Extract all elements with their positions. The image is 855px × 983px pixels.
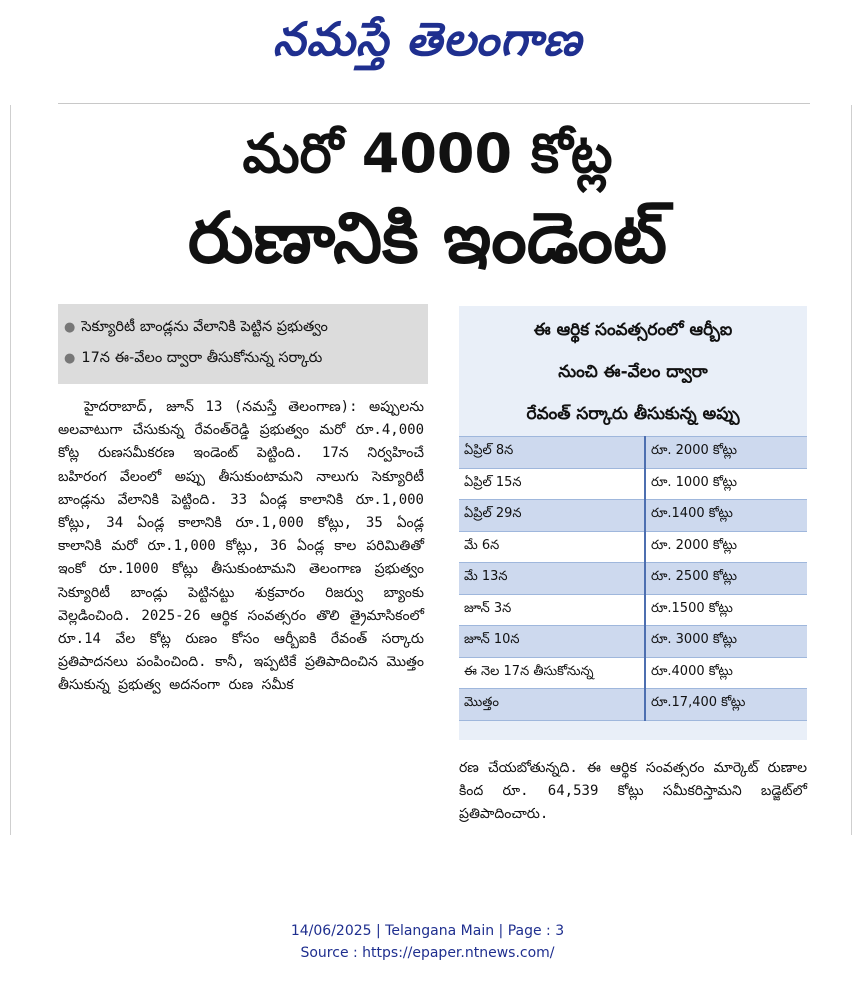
- loan-table-box: [459, 306, 807, 740]
- page-footer: [0, 920, 855, 964]
- table-row: [459, 468, 807, 500]
- loan-table-title: [459, 306, 807, 436]
- loan-amount: రూ. 2500 కోట్లు: [645, 563, 807, 595]
- loan-table-title-line: నుంచి ఈ-వేలం ద్వారా: [558, 362, 708, 382]
- table-row: [459, 437, 807, 469]
- loan-date: మొత్తం: [459, 689, 645, 721]
- footer-source-line[interactable]: Source : https://epaper.ntnews.com/: [300, 945, 555, 961]
- loan-date: మే 6న: [459, 531, 645, 563]
- masthead-logo: నమస్తే తెలంగాణ: [272, 12, 583, 66]
- table-row: [459, 657, 807, 689]
- loan-date: జూన్ 3న: [459, 594, 645, 626]
- table-row: [459, 531, 807, 563]
- table-row: [459, 563, 807, 595]
- loan-amount: రూ.1400 కోట్లు: [645, 500, 807, 532]
- bullet-text: సెక్యూరిటీ బాండ్లను వేలానికి పెట్టిన ప్రభుత్వం: [81, 319, 328, 335]
- loan-date: ఏప్రిల్ 8న: [459, 437, 645, 469]
- loan-table: [459, 436, 807, 721]
- loan-date: జూన్ 10న: [459, 626, 645, 658]
- bullet-dot-icon: ●: [64, 351, 76, 366]
- loan-amount: రూ.17,400 కోట్లు: [645, 689, 807, 721]
- table-row: [459, 594, 807, 626]
- loan-date: మే 13న: [459, 563, 645, 595]
- loan-date: ఈ నెల 17న తీసుకోనున్న: [459, 657, 645, 689]
- highlight-bullets: [58, 304, 428, 384]
- masthead-divider: [58, 103, 810, 104]
- loan-amount: రూ. 1000 కోట్లు: [645, 468, 807, 500]
- loan-amount: రూ.4000 కోట్లు: [645, 657, 807, 689]
- loan-date: ఏప్రిల్ 15న: [459, 468, 645, 500]
- bullet-item: [64, 312, 422, 343]
- bullet-text: 17న ఈ-వేలం ద్వారా తీసుకోనున్న సర్కారు: [81, 350, 323, 366]
- loan-amount: రూ. 2000 కోట్లు: [645, 437, 807, 469]
- article-continued: రణ చేయబోతున్నది. ఈ ఆర్థిక సంవత్సరం మార్కెట్ రుణాల కింద రూ. 64,539 కోట్లు సమీకరిస్తామని బడ్జెట్‌లో ప్రతిపాదించారు.: [459, 760, 807, 823]
- loan-table-title-line: ఈ ఆర్థిక సంవత్సరంలో ఆర్బీఐ: [533, 320, 733, 340]
- table-row: [459, 500, 807, 532]
- footer-date-line: 14/06/2025 | Telangana Main | Page : 3: [290, 923, 565, 939]
- bullet-dot-icon: ●: [64, 320, 76, 335]
- table-row: [459, 626, 807, 658]
- loan-amount: రూ.1500 కోట్లు: [645, 594, 807, 626]
- bullet-item: [64, 343, 422, 374]
- table-row-total: [459, 689, 807, 721]
- loan-amount: రూ. 3000 కోట్లు: [645, 626, 807, 658]
- loan-table-title-line: రేవంత్ సర్కారు తీసుకున్న అప్పు: [526, 404, 740, 424]
- loan-amount: రూ. 2000 కోట్లు: [645, 531, 807, 563]
- loan-date: ఏప్రిల్ 29న: [459, 500, 645, 532]
- article-body: హైదరాబాద్, జూన్ 13 (నమస్తే తెలంగాణ): అప్పులను అలవాటుగా చేసుకున్న రేవంత్‌రెడ్డి ప్రభుత్వం మరో రూ.4,000 కోట్ల రుణసమీకరణ ఇండెంట్ పెట్టింది. 17న నిర్వహించే బహిరంగ వేలంలో అప్పు తీసుకుంటామని నాలుగు సెక్యూరిటీ బాండ్లను వేలానికి పెట్టింది. 33 ఏండ్ల కాలానికి రూ.1,000 కోట్లు, 34 ఏండ్ల కాలానికి రూ.1,000 కోట్లు, 35 ఏండ్ల కాలానికి మరో రూ.1,000 కోట్లు, 36 ఏండ్ల కాల పరిమితితో ఇంకో రూ.1000 కోట్లు తీసుకుంటామని తెలంగాణ ప్రభుత్వం సెక్యూరిటీ బాండ్లు పెట్టినట్టు శుక్రవారం రిజర్వు బ్యాంకు వెల్లడించింది. 2025-26 ఆర్థిక సంవత్సరం తొలి త్రైమాసికంలో రూ.14 వేల కోట్ల రుణం కోసం ఆర్బీఐకి రేవంత్ సర్కారు ప్రతిపాదనలు పంపించింది. కానీ, ఇప్పటికే ప్రతిపాదించిన మొత్తం తీసుకున్న ప్రభుత్వ అదనంగా రుణ సమీక: [58, 399, 424, 694]
- headline-line-1: మరో 4000 కోట్ల: [242, 122, 613, 185]
- headline-line-2: రుణానికి ఇండెంట్: [187, 197, 668, 279]
